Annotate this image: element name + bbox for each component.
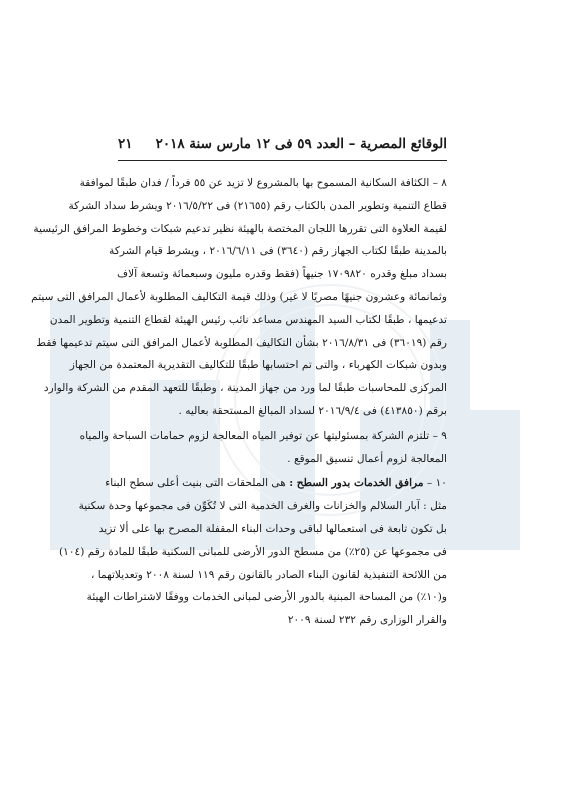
paragraph-line: رقم (٣٦٠١٩) فى ٢٠١٦/٨/٣١ بشأن التكاليف المطلوبة لأعمال المرافق التى سيتم تدعيمها فقط [36,336,447,349]
paragraph-9 [79,425,447,471]
paragraph-10 [59,472,447,632]
page-header [118,136,447,152]
paragraph-line: لقيمة العلاوة التى تقررها اللجان المختصة بالهيئة نظير تدعيم شبكات وخطوط المرافق الرئيسية [33,222,447,235]
paragraph-8 [31,172,447,423]
page-header-title: الوقائع المصرية – العدد ٥٩ فى ١٢ مارس سنة ٢٠١٨ [155,136,447,152]
paragraph-line: ٨ – الكثافة السكانية المسموح بها بالمشروع لا تزيد عن ٥٥ فرداً / فدان طبقًا لموافقة [79,177,447,189]
paragraph-line: وبدون شبكات الكهرباء ، والتى تم احتسابها طبقًا للتكاليف التقديرية المعتمدة من الجهاز [69,359,447,372]
paragraph-line: ٩ – تلتزم الشركة بمسئوليتها عن توفير المياه المعالجة لزوم حمامات السباحة والمياه [79,429,447,442]
document-body [31,172,447,632]
paragraph-line: بل تكون تابعة فى استعمالها لباقى وحدات البناء المقفلة المصرح بها على ألا تزيد [98,522,447,535]
paragraph-line: بسداد مبلغ وقدره ١٧٠٩٨٢٠ جنيهاً (فقط وقدره مليون وسبعمائة وتسعة آلاف [117,268,447,281]
page-number: ٢١ [118,136,133,152]
paragraph-line: المركزى للمحاسبات طبقًا لما ورد من جهاز المدينة ، وطبقًا للتعهد المقدم من الشركة والوارد [43,382,447,395]
section-heading: مرافق الخدمات بدور السطح : [289,477,424,490]
paragraph-line: من اللائحة التنفيذية لقانون البناء الصادر بالقانون رقم ١١٩ لسنة ٢٠٠٨ وتعديلاتهما ، [90,568,447,581]
item-number: ١٠ – [423,477,447,490]
heading-continuation: هى الملحقات التى بنيت أعلى سطح البناء [105,477,290,490]
paragraph-line [105,472,447,495]
paragraph-line: والقرار الوزارى رقم ٢٣٢ لسنة ٢٠٠٩ [287,614,447,627]
header-divider [118,160,447,161]
paragraph-line: برقم (٤١٣٨٥٠) فى ٢٠١٦/٩/٤ لسداد المبالغ المستحقة بعاليه . [178,404,447,417]
paragraph-line: تدعيمها ، طبقًا لكتاب السيد المهندس مساعد نائب رئيس الهيئة لقطاع التنمية وتطوير المدن [49,313,447,326]
paragraph-line: بالمدينة طبقًا لكتاب الجهاز رقم (٣٦٤٠) فى ٢٠١٦/٦/١١ ، ويشرط قيام الشركة [109,245,447,258]
paragraph-line: و(١٠٪) من المساحة المبنية بالدور الأرضى لمبانى الخدمات ووفقًا لاشتراطات الهيئة [86,591,447,604]
paragraph-line: مثل : آبار السلالم والخزانات والغرف الخدمية التى لا تُكَوِّن فى مجموعها وحدة سكنية [78,500,447,513]
paragraph-line: المعالجة لزوم أعمال تنسيق الموقع . [287,452,447,465]
paragraph-line: فى مجموعها عن (٢٥٪) من مسطح الدور الأرضى للمبانى السكنية طبقًا للمادة رقم (١٠٤) [59,545,447,558]
paragraph-line: قطاع التنمية وتطوير المدن بالكتاب رقم (٢١٦٥٥) فى ٢٠١٦/٥/٢٢ ويشرط سداد الشركة [68,199,447,212]
paragraph-line: وثمانمائة وعشرون جنيهًا مصريًا لا غير) وذلك قيمة التكاليف المطلوبة لأعمال المرافق التى سيتم [31,290,447,303]
